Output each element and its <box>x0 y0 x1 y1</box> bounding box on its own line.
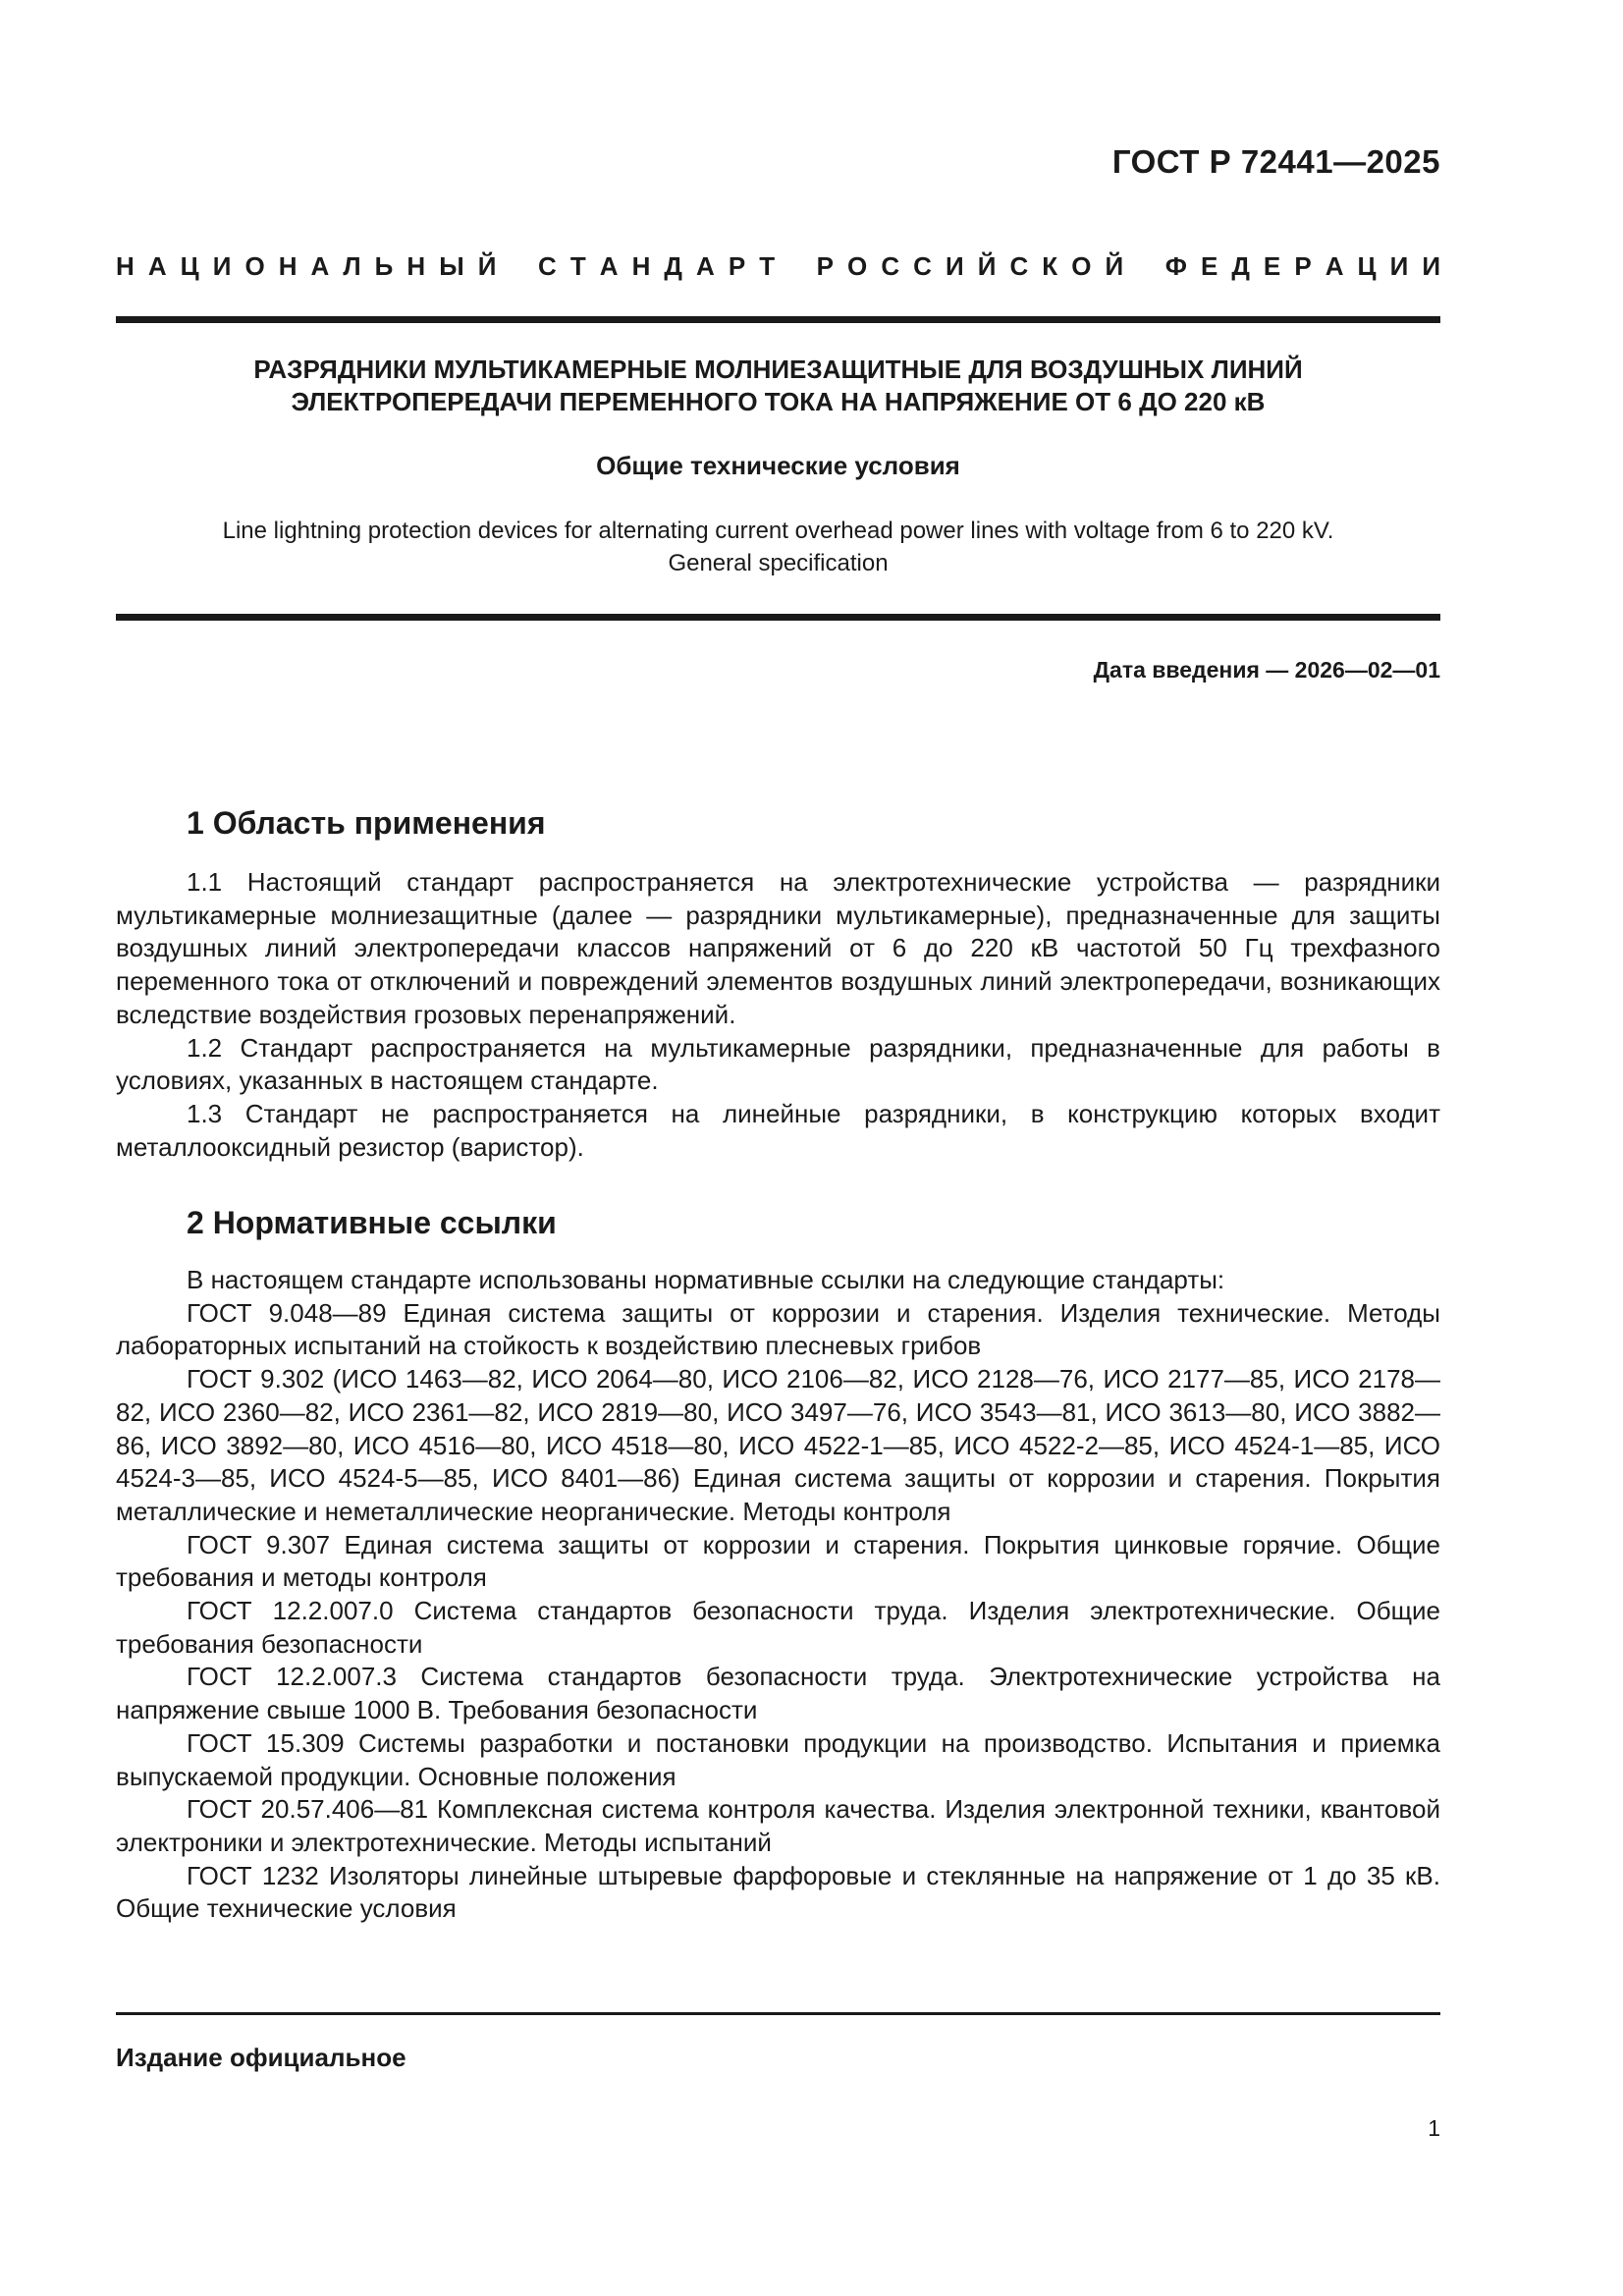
english-title <box>116 515 1440 579</box>
reference-gost-1232: ГОСТ 1232 Изоляторы линейные штыревые фарфоровые и стеклянные на напряжение от 1 до 35 кВ. Общие технические условия <box>116 1860 1440 1924</box>
reference-gost-9-307: ГОСТ 9.307 Единая система защиты от коррозии и старения. Покрытия цинковые горячие. Общие требования и методы контроля <box>116 1529 1440 1593</box>
title-line-2: ЭЛЕКТРОПЕРЕДАЧИ ПЕРЕМЕННОГО ТОКА НА НАПРЯЖЕНИЕ ОТ 6 ДО 220 кВ <box>291 387 1266 416</box>
section-1-body <box>116 866 1440 1164</box>
document-subtitle: Общие технические условия <box>596 451 960 480</box>
document-title <box>116 354 1440 418</box>
paragraph-1-2: 1.2 Стандарт распространяется на мультикамерные разрядники, предназначенные для работы в условиях, указанных в настоящем стандарте. <box>116 1032 1440 1096</box>
national-standard-line <box>116 251 1440 282</box>
references-intro: В настоящем стандарте использованы нормативные ссылки на следующие стандарты: <box>187 1265 1225 1294</box>
section-2-heading: 2 Нормативные ссылки <box>187 1205 557 1240</box>
reference-gost-12-2-007-3: ГОСТ 12.2.007.3 Система стандартов безопасности труда. Электротехнические устройства на напряжение свыше 1000 В. Требования безопасности <box>116 1662 1440 1725</box>
section-1-heading: 1 Область применения <box>187 805 546 841</box>
english-title-line-2: General specification <box>668 550 889 576</box>
reference-gost-9-048: ГОСТ 9.048—89 Единая система защиты от коррозии и старения. Изделия технические. Методы лабораторных испытаний на стойкость к воздействию плесневых грибов <box>116 1297 1440 1361</box>
title-line-1: РАЗРЯДНИКИ МУЛЬТИКАМЕРНЫЕ МОЛНИЕЗАЩИТНЫЕ ДЛЯ ВОЗДУШНЫХ ЛИНИЙ <box>253 355 1303 384</box>
top-rule <box>116 316 1440 323</box>
document-code: ГОСТ Р 72441—2025 <box>1111 143 1440 180</box>
footer-rule <box>116 2012 1440 2015</box>
paragraph-1-3: 1.3 Стандарт не распространяется на линейные разрядники, в конструкцию которых входит металлооксидный резистор (варистор). <box>116 1098 1440 1162</box>
english-title-line-1: Line lightning protection devices for alternating current overhead power lines with voltage from 6 to 220 kV. <box>222 518 1334 544</box>
reference-gost-20-57-406: ГОСТ 20.57.406—81 Комплексная система контроля качества. Изделия электронной техники, квантовой электроники и электротехнические. Методы испытаний <box>116 1794 1440 1857</box>
introduction-date: Дата введения — 2026—02—01 <box>1093 657 1440 683</box>
reference-gost-9-302: ГОСТ 9.302 (ИСО 1463—82, ИСО 2064—80, ИСО 2106—82, ИСО 2128—76, ИСО 2177—85, ИСО 2178—82, ИСО 2360—82, ИСО 2361—82, ИСО 2819—80, ИСО 3497—76, ИСО 3543—81, ИСО 3613—80, ИСО 3882—86, ИСО 3892—80, ИСО 4516—80, ИСО 4518—80, ИСО 4522-1—85, ИСО 4522-2—85, ИСО 4524-1—85, ИСО 4524-3—85, ИСО 4524-5—85, ИСО 8401—86) Единая система защиты от коррозии и старения. Покрытия металлические и неметаллические неорганические. Методы контроля <box>116 1364 1440 1526</box>
national-standard-text: Н А Ц И О Н А Л Ь Н Ы Й С Т А Н Д А Р Т Р О С С И Й С К О Й Ф Е Д Е Р А Ц И И <box>116 251 1440 281</box>
title-bottom-rule <box>116 614 1440 621</box>
edition-label: Издание официальное <box>116 2043 406 2072</box>
reference-gost-15-309: ГОСТ 15.309 Системы разработки и постановки продукции на производство. Испытания и приемка выпускаемой продукции. Основные положения <box>116 1727 1440 1791</box>
page-number: 1 <box>1428 2115 1440 2141</box>
reference-gost-12-2-007-0: ГОСТ 12.2.007.0 Система стандартов безопасности труда. Изделия электротехнические. Общие требования безопасности <box>116 1596 1440 1659</box>
paragraph-1-1: 1.1 Настоящий стандарт распространяется на электротехнические устройства — разрядники мультикамерные молниезащитные (далее — разрядники мультикамерные), предназначенные для защиты воздушных линий электропередачи классов напряжений от 6 до 220 кВ частотой 50 Гц трехфазного переменного тока от отключений и повреждений элементов воздушных линий электропередачи, возникающих вследствие воздействия грозовых перенапряжений. <box>116 867 1440 1029</box>
section-2-body <box>116 1264 1440 1926</box>
